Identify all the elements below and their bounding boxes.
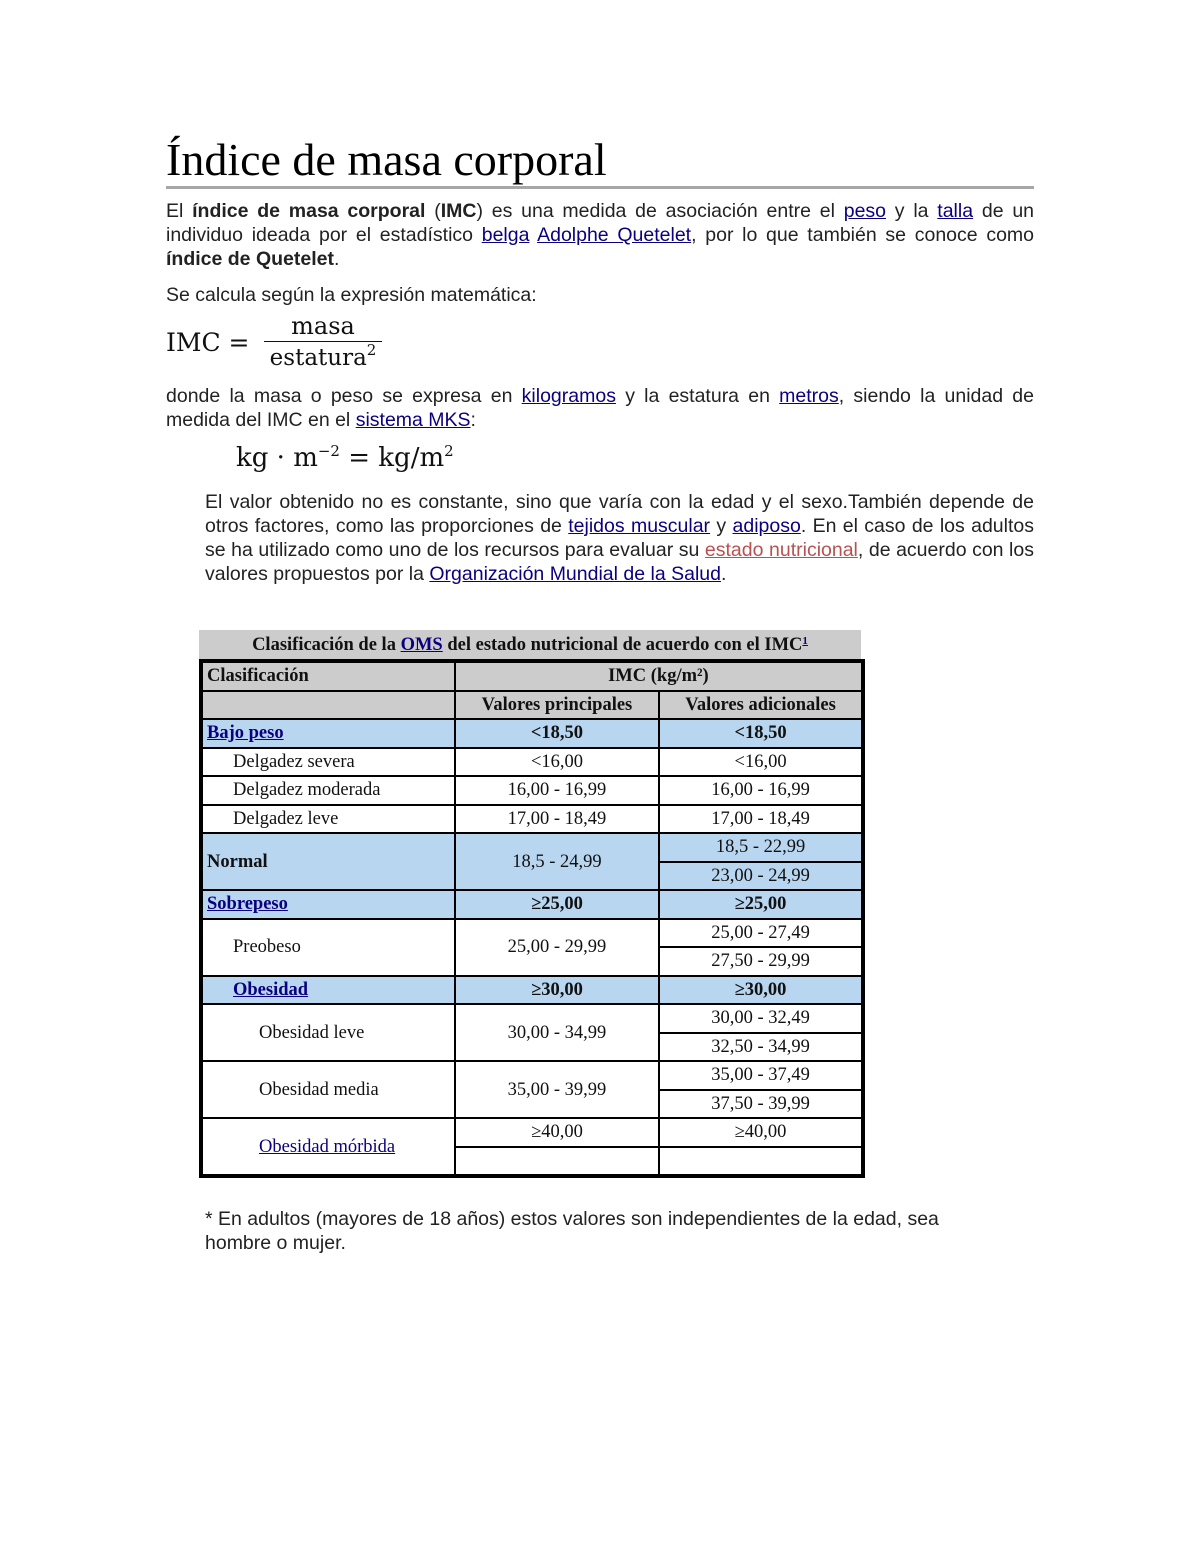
intro-paragraph [166, 199, 1034, 271]
table-row [202, 748, 862, 777]
formula2-exp1: −2 [317, 442, 340, 460]
table-row [202, 776, 862, 805]
term-imc-full: índice de masa corporal [192, 200, 426, 222]
table-row [202, 833, 862, 862]
link-estado-nutricional[interactable]: estado nutricional [704, 539, 858, 561]
cell-principal: <18,50 [455, 719, 659, 748]
cell-principal: ≥25,00 [455, 890, 659, 919]
intro-text: , por lo que también se conoce como [691, 224, 1035, 246]
table-row [202, 919, 862, 948]
intro-text: ) es una medida de asociación entre el [476, 200, 844, 222]
imc-classification-table [199, 659, 865, 1178]
link-tejidos-muscular[interactable]: tejidos muscular [568, 515, 711, 537]
cell-adicional: ≥40,00 [659, 1118, 862, 1147]
cell-adicional: 16,00 - 16,99 [659, 776, 862, 805]
formula-fraction [264, 312, 382, 372]
intro-text: El [166, 200, 193, 222]
row-label [202, 890, 455, 919]
table-row [202, 1004, 862, 1033]
cell-principal: 17,00 - 18,49 [455, 805, 659, 834]
cell-adicional: 27,50 - 29,99 [659, 947, 862, 976]
cell-empty [659, 1147, 862, 1176]
link-bajo-peso[interactable]: Bajo peso [207, 723, 284, 744]
caption-text: Clasificación de la [252, 635, 401, 655]
row-label: Obesidad media [202, 1061, 455, 1118]
value-text: , de acuerdo con los valores propuestos por la [205, 539, 1034, 585]
cell-principal: ≥30,00 [455, 976, 659, 1005]
table-row [202, 719, 862, 748]
row-label: Delgadez moderada [202, 776, 455, 805]
units-formula [236, 443, 454, 473]
link-sobrepeso[interactable]: Sobrepeso [207, 894, 288, 915]
row-label [202, 1118, 455, 1175]
caption-text: del estado nutricional de acuerdo con el IMC [442, 635, 803, 655]
term-quetelet: índice de Quetelet [166, 248, 334, 270]
imc-classification-table-wrap [199, 630, 865, 1178]
fraction-bar [264, 341, 382, 342]
table-row [202, 1118, 862, 1147]
footnote: * En adultos (mayores de 18 años) estos valores son independientes de la edad, sea hombre o mujer. [205, 1208, 939, 1254]
value-text: . [720, 563, 727, 585]
formula2-part1: kg · m [236, 443, 318, 473]
value-text: y [710, 515, 733, 537]
link-sistema-mks[interactable]: sistema MKS [355, 409, 471, 431]
term-imc: IMC [440, 200, 477, 222]
intro-text [529, 224, 537, 246]
link-obesidad[interactable]: Obesidad [233, 979, 309, 1000]
link-oms[interactable]: Organización Mundial de la Salud [429, 563, 721, 585]
cell-adicional: 17,00 - 18,49 [659, 805, 862, 834]
cell-principal: 16,00 - 16,99 [455, 776, 659, 805]
formula-denominator [264, 341, 382, 372]
cell-adicional: 18,5 - 22,99 [659, 833, 862, 862]
formula-numerator: masa [291, 312, 355, 340]
link-quetelet[interactable]: Adolphe Quetelet [537, 224, 692, 246]
intro-text: . [333, 248, 340, 270]
units-text: donde la masa o peso se expresa en [166, 385, 522, 407]
formula2-exp2: 2 [444, 442, 454, 460]
caption-link-oms[interactable]: OMS [400, 635, 443, 655]
cell-adicional: ≥30,00 [659, 976, 862, 1005]
table-row [202, 1061, 862, 1090]
link-adiposo[interactable]: adiposo [732, 515, 801, 537]
row-label: Normal [202, 833, 455, 890]
cell-principal: ≥40,00 [455, 1118, 659, 1147]
cell-adicional: 32,50 - 34,99 [659, 1033, 862, 1062]
cell-principal: 35,00 - 39,99 [455, 1061, 659, 1118]
link-kilogramos[interactable]: kilogramos [521, 385, 616, 407]
cell-adicional: 35,00 - 37,49 [659, 1061, 862, 1090]
cell-principal: 18,5 - 24,99 [455, 833, 659, 890]
denominator-exponent: 2 [366, 341, 377, 359]
units-text: : [470, 409, 476, 431]
cell-adicional: 30,00 - 32,49 [659, 1004, 862, 1033]
table-row [202, 976, 862, 1005]
table-row [202, 805, 862, 834]
header-principales: Valores principales [455, 691, 659, 720]
row-label: Delgadez severa [202, 748, 455, 777]
row-label: Delgadez leve [202, 805, 455, 834]
formula-lhs: IMC = [166, 328, 250, 357]
value-text: El valor obtenido no es constante, sino que varía con la edad y el sexo.También depende de otros factores, como las proporciones de [205, 491, 1034, 537]
intro-text: ( [425, 200, 441, 222]
header-clasificacion: Clasificación [202, 662, 455, 691]
cell-adicional: 23,00 - 24,99 [659, 862, 862, 891]
cell-principal: 25,00 - 29,99 [455, 919, 659, 976]
link-peso[interactable]: peso [843, 200, 887, 222]
cell-principal: 30,00 - 34,99 [455, 1004, 659, 1061]
cell-principal: <16,00 [455, 748, 659, 777]
cell-adicional: ≥25,00 [659, 890, 862, 919]
row-label [202, 719, 455, 748]
cell-empty [455, 1147, 659, 1176]
formula2-part2: = kg/m [339, 443, 445, 473]
table-subheader-row [202, 691, 862, 720]
row-label [202, 976, 455, 1005]
caption-reference[interactable]: 1 [802, 635, 808, 647]
intro-text: de un individuo ideada por el estadístico [166, 200, 1035, 246]
cell-adicional: 37,50 - 39,99 [659, 1090, 862, 1119]
table-caption [199, 630, 861, 659]
value-paragraph [205, 490, 1034, 586]
row-label: Preobeso [202, 919, 455, 976]
units-paragraph [166, 384, 1034, 432]
header-adicionales: Valores adicionales [659, 691, 862, 720]
header-empty [202, 691, 455, 720]
cell-adicional: <16,00 [659, 748, 862, 777]
link-talla[interactable]: talla [937, 200, 974, 222]
cell-adicional: <18,50 [659, 719, 862, 748]
page-title: Índice de masa corporal [166, 134, 1034, 189]
cell-adicional: 25,00 - 27,49 [659, 919, 862, 948]
link-belga[interactable]: belga [481, 224, 530, 246]
value-text: . En el caso de los adultos se ha utilizado como uno de los recursos para evaluar su [205, 515, 1035, 561]
units-text: , siendo la unidad de medida del IMC en el [166, 385, 1034, 431]
table-row [202, 890, 862, 919]
table-header-row [202, 662, 862, 691]
denominator-text: estatura [269, 345, 367, 371]
row-label: Obesidad leve [202, 1004, 455, 1061]
header-imc: IMC (kg/m²) [455, 662, 862, 691]
link-metros[interactable]: metros [779, 385, 839, 407]
link-obesidad-morbida[interactable]: Obesidad mórbida [259, 1136, 396, 1157]
intro-text: y la [886, 200, 938, 222]
calc-paragraph: Se calcula según la expresión matemática: [166, 284, 537, 306]
units-text: y la estatura en [615, 385, 780, 407]
